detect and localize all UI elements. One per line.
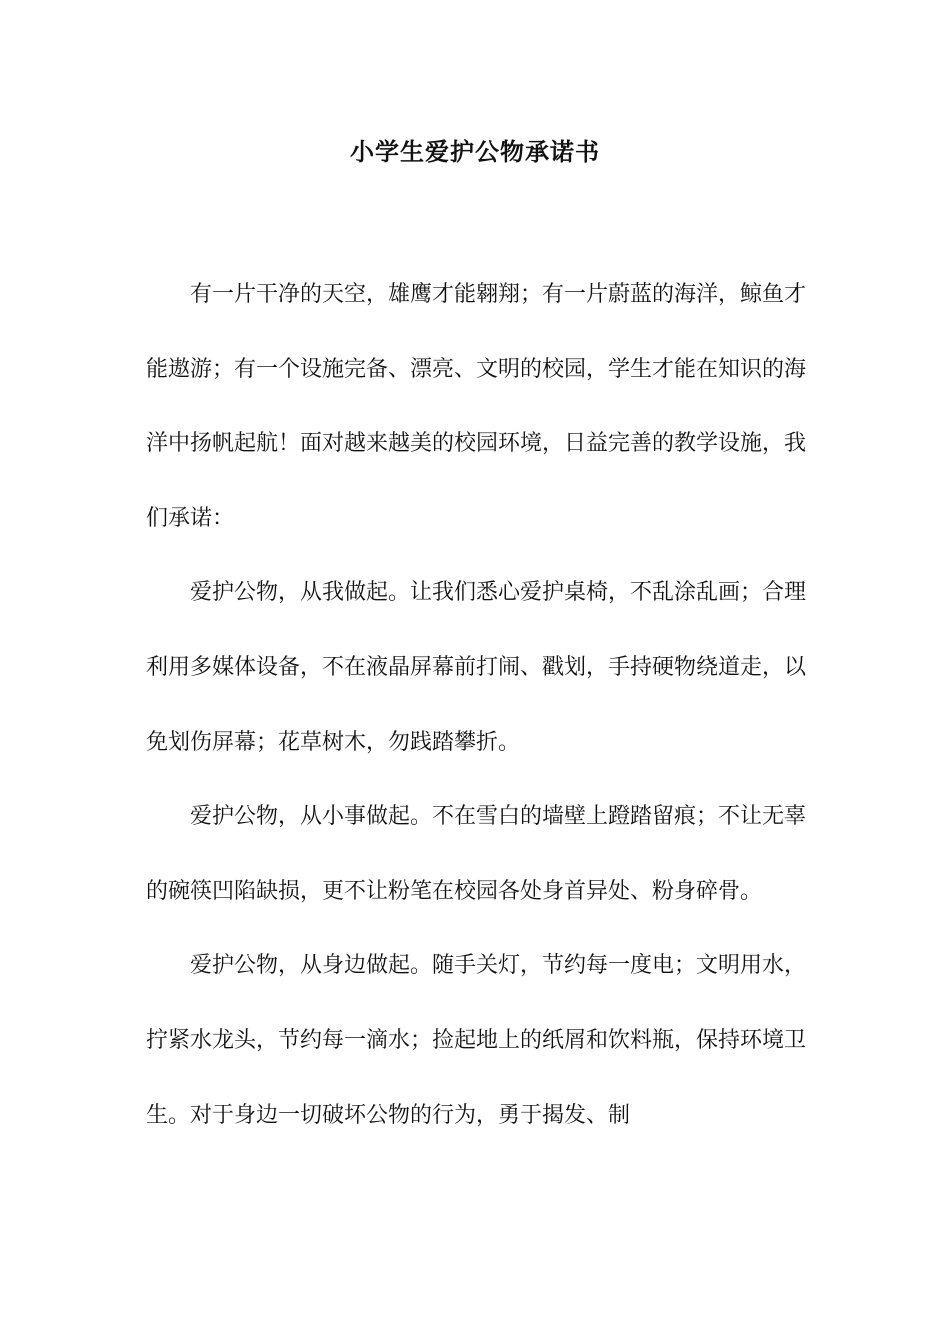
paragraph-around-me: 爱护公物，从身边做起。随手关灯，节约每一度电；文明用水，拧紧水龙头，节约每一滴水；捡起地上的纸屑和饮料瓶，保持环境卫生。对于身边一切破坏公物的行为，勇于揭发、制 bbox=[146, 953, 807, 1128]
paragraph-intro: 有一片干净的天空，雄鹰才能翱翔；有一片蔚蓝的海洋，鲸鱼才能遨游；有一个设施完备、漂亮、文明的校园，学生才能在知识的海洋中扬帆起航！面对越来越美的校园环境，日益完善的教学设施，我们承诺： bbox=[146, 282, 807, 531]
document-body bbox=[146, 258, 806, 1153]
paragraph-small-things: 爱护公物，从小事做起。不在雪白的墙壁上蹬踏留痕；不让无辜的碗筷凹陷缺损，更不让粉笔在校园各处身首异处、粉身碎骨。 bbox=[146, 804, 807, 904]
paragraph-start-with-me: 爱护公物，从我做起。让我们悉心爱护桌椅，不乱涂乱画；合理利用多媒体设备，不在液晶屏幕前打闹、戳划，手持硬物绕道走，以免划伤屏幕；花草树木，勿践踏攀折。 bbox=[146, 580, 807, 755]
document-title: 小学生爱护公物承诺书 bbox=[350, 137, 600, 166]
